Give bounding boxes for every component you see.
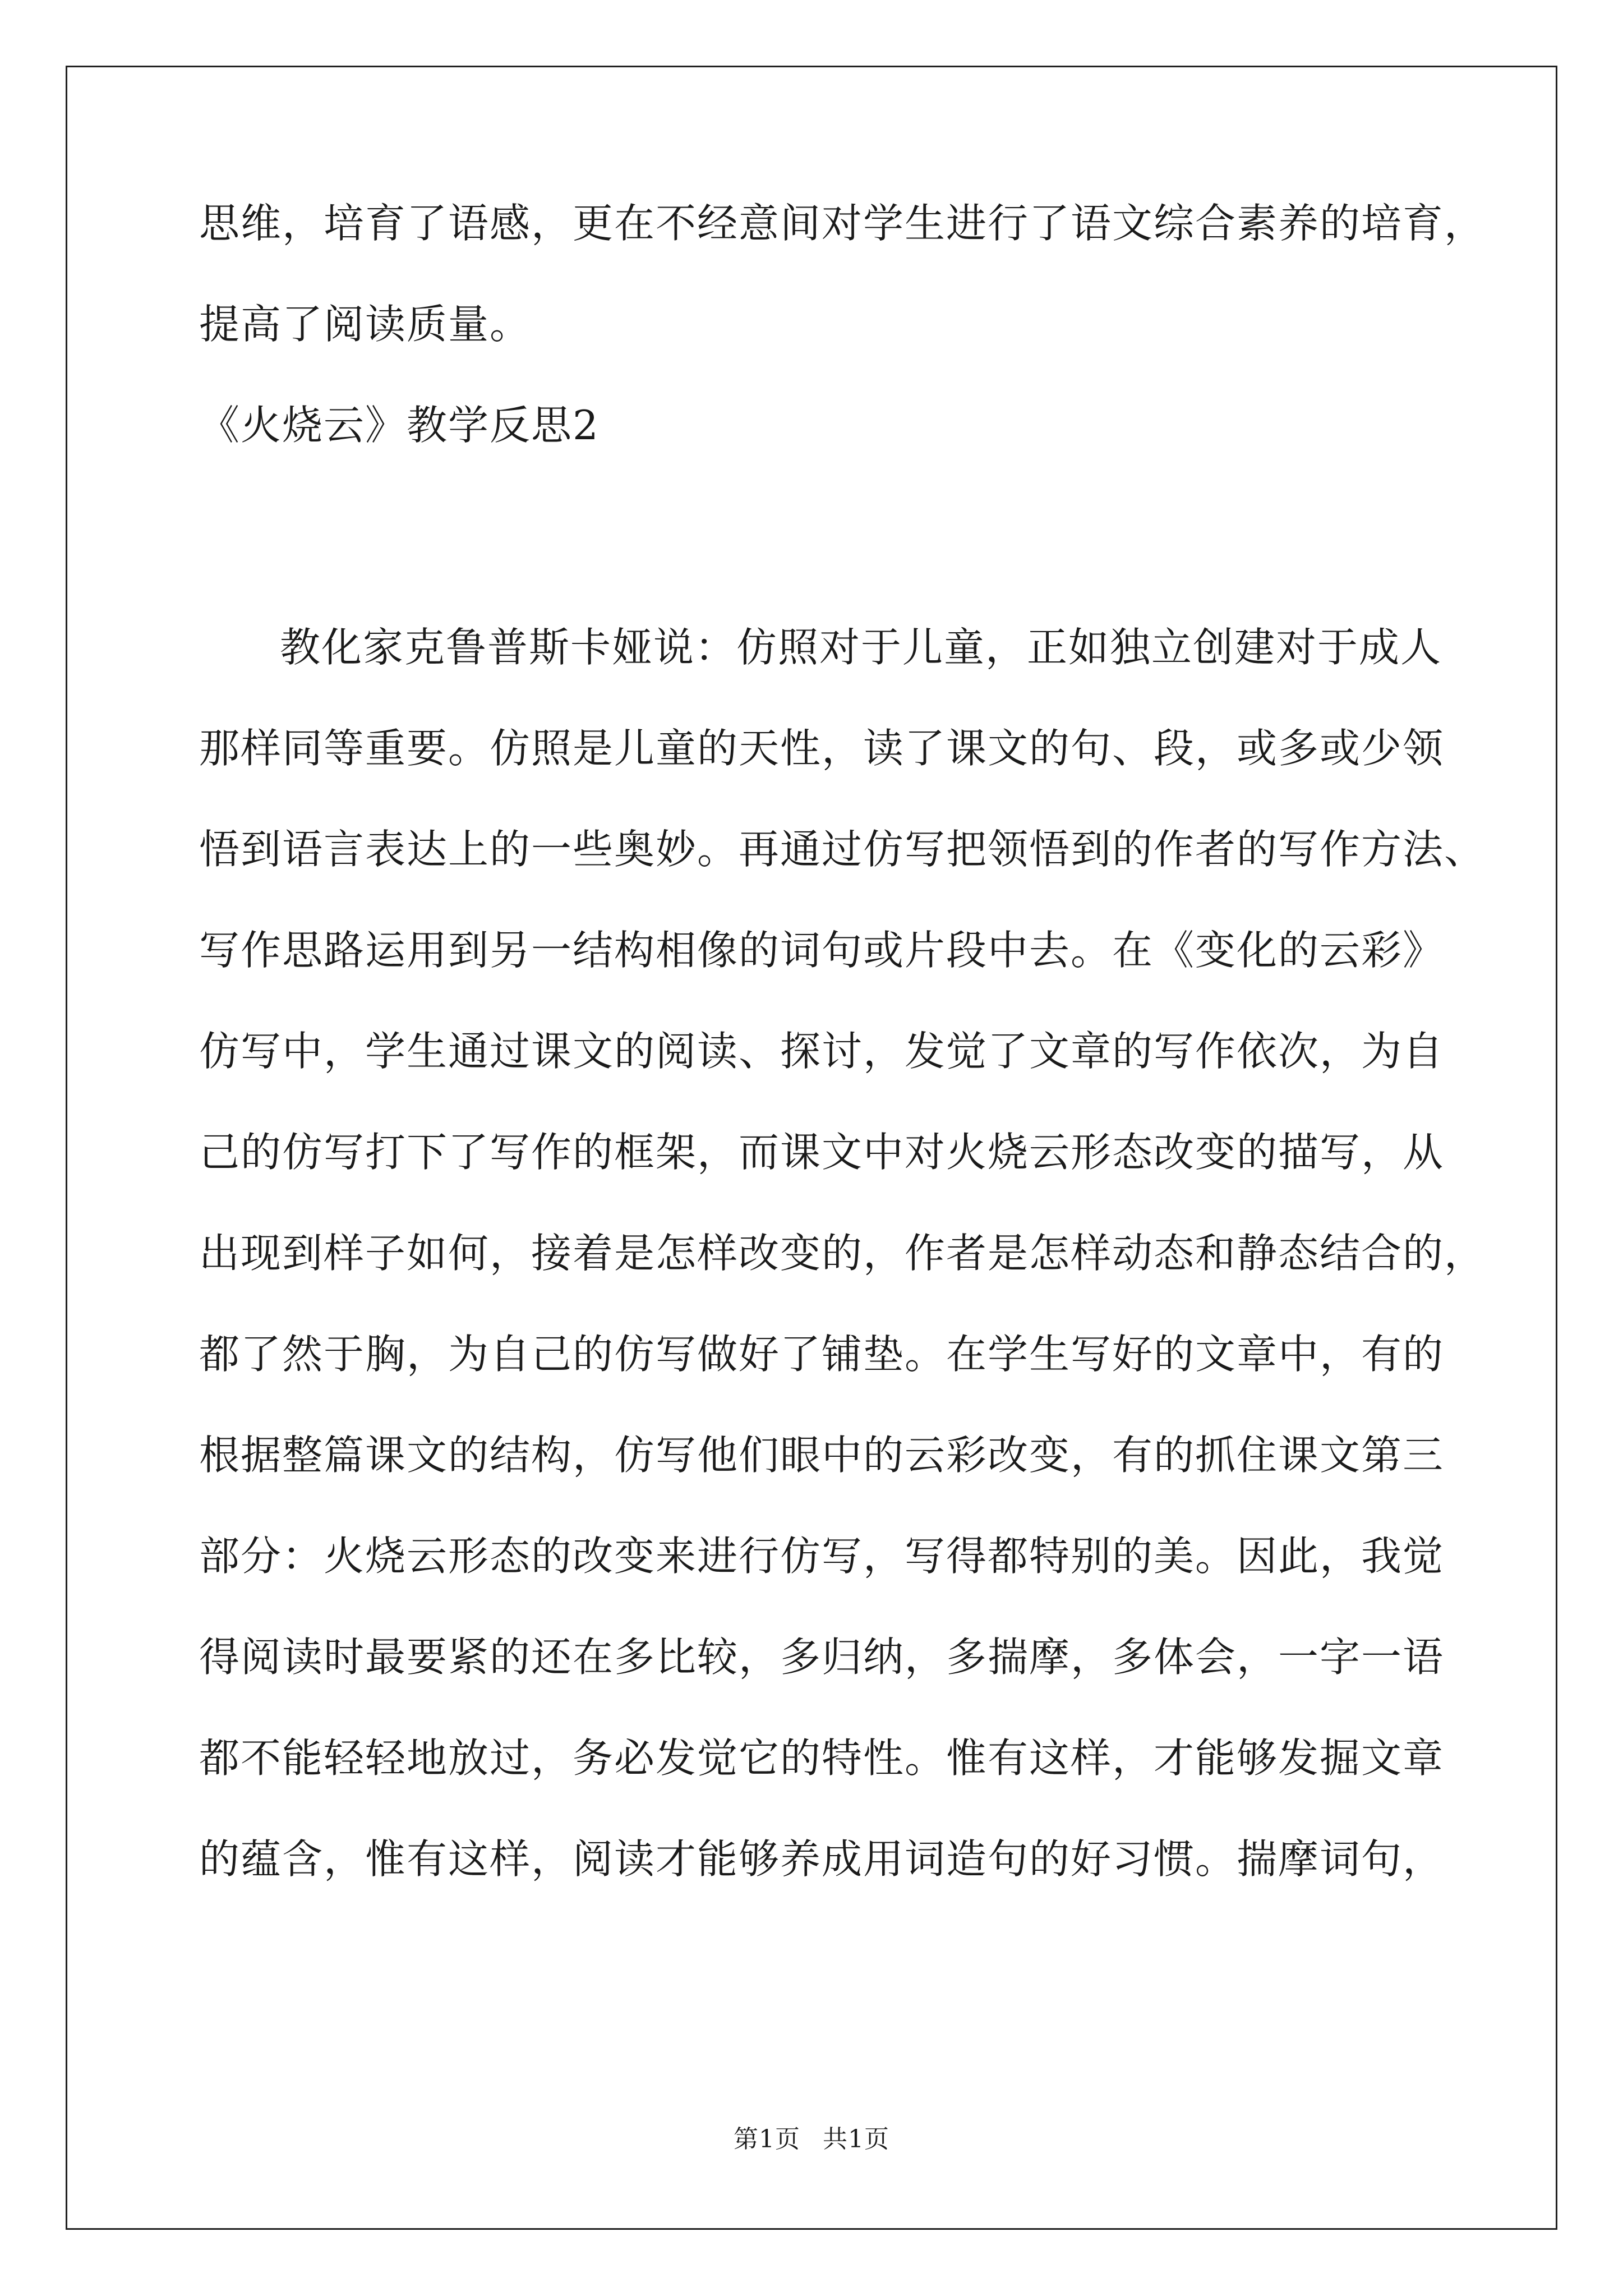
text-line: 己的仿写打下了写作的框架，而课文中对火烧云形态改变的描写，从 bbox=[199, 1129, 1445, 1176]
text-line: 教化家克鲁普斯卡娅说：仿照对于儿童，正如独立创建对于成人 bbox=[280, 624, 1442, 671]
document-body bbox=[199, 196, 1489, 1933]
page-total: 共1页 bbox=[823, 2125, 889, 2154]
text-line: 仿写中，学生通过课文的阅读、探讨，发觉了文章的写作依次，为自 bbox=[199, 1028, 1445, 1075]
text-line: 出现到样子如何，接着是怎样改变的，作者是怎样动态和静态结合的， bbox=[199, 1230, 1486, 1277]
text-line: 写作思路运用到另一结构相像的词句或片段中去。在《变化的云彩》 bbox=[199, 927, 1445, 974]
text-line: 根据整篇课文的结构，仿写他们眼中的云彩改变，有的抓住课文第三 bbox=[199, 1432, 1445, 1479]
paragraph-reflection bbox=[199, 620, 1489, 1886]
section-heading: 《火烧云》教学反思2 bbox=[199, 402, 600, 449]
text-line: 悟到语言表达上的一些奥妙。再通过仿写把领悟到的作者的写作方法、 bbox=[199, 826, 1486, 873]
text-line: 得阅读时最要紧的还在多比较，多归纳，多揣摩，多体会，一字一语 bbox=[199, 1634, 1445, 1681]
text-line: 都了然于胸，为自己的仿写做好了铺垫。在学生写好的文章中，有的 bbox=[199, 1331, 1445, 1378]
text-line: 的蕴含，惟有这样，阅读才能够养成用词造句的好习惯。揣摩词句， bbox=[199, 1835, 1445, 1883]
text-line: 部分：火烧云形态的改变来进行仿写，写得都特别的美。因此，我觉 bbox=[199, 1533, 1445, 1580]
text-line: 都不能轻轻地放过，务必发觉它的特性。惟有这样，才能够发掘文章 bbox=[199, 1734, 1445, 1782]
text-line: 思维，培育了语感，更在不经意间对学生进行了语文综合素养的培育， bbox=[199, 200, 1486, 247]
paragraph-continued bbox=[199, 196, 1489, 351]
page-footer bbox=[0, 2124, 1623, 2155]
text-line: 那样同等重要。仿照是儿童的天性，读了课文的句、段，或多或少领 bbox=[199, 725, 1445, 772]
text-line: 提高了阅读质量。 bbox=[199, 301, 532, 348]
page-number: 第1页 bbox=[734, 2125, 800, 2154]
